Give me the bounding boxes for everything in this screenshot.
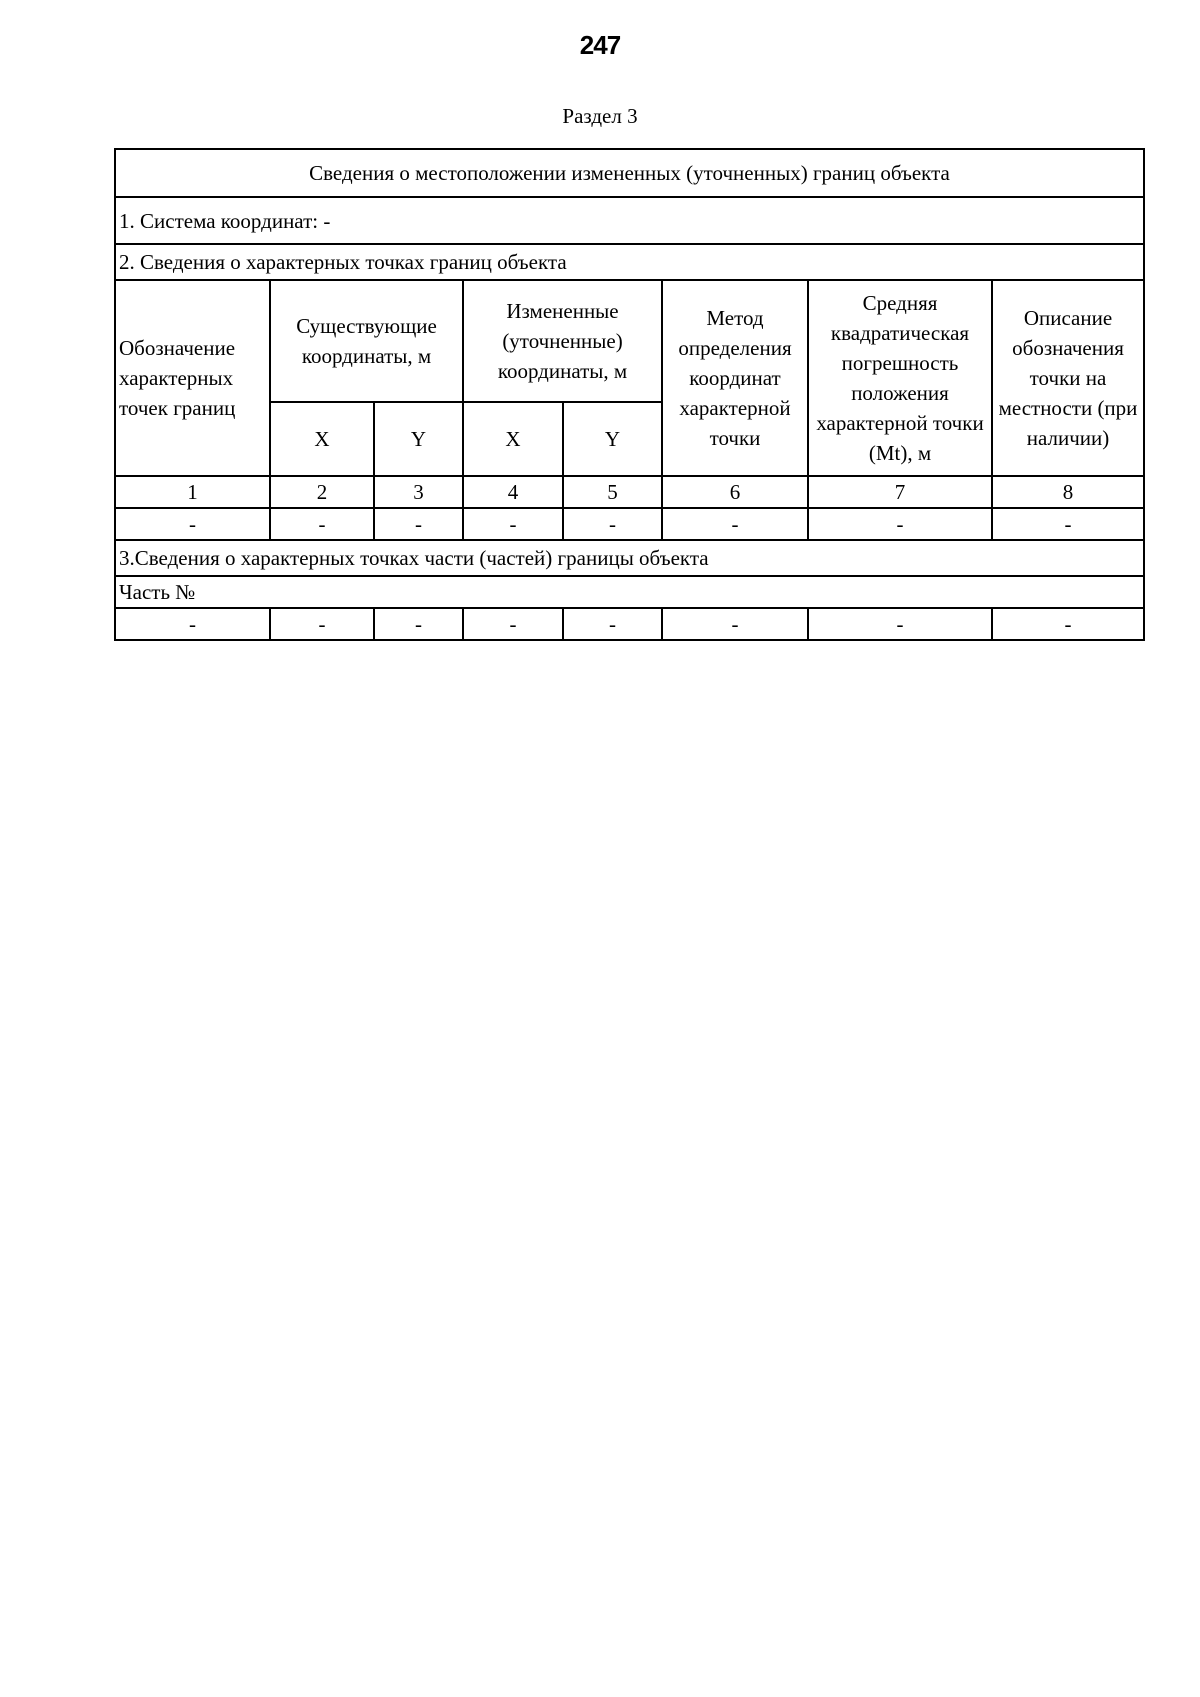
section-label: Раздел 3 [562,104,638,128]
header-existing-x: X [270,402,374,476]
header-mean-error: Средняя квадратическая погрешность положения характерной точки (Mt), м [808,280,992,476]
table-cell: - [808,508,992,540]
table-title: Сведения о местоположении измененных (уточненных) границ объекта [115,149,1144,197]
points-data-row [115,508,1144,540]
table-cell: - [662,508,808,540]
table-cell: - [115,608,270,640]
header-existing-coords: Существующие координаты, м [270,280,463,402]
coordinate-system-row: 1. Система координат: - [115,197,1144,244]
points-heading-row: 2. Сведения о характерных точках границ объекта [115,244,1144,280]
table-cell: - [374,508,463,540]
table-cell: - [992,508,1144,540]
table-cell: - [463,508,563,540]
table-cell: - [463,608,563,640]
column-number: 1 [115,476,270,508]
table-cell: - [115,508,270,540]
column-number: 7 [808,476,992,508]
column-number: 2 [270,476,374,508]
table-cell: - [374,608,463,640]
column-number: 6 [662,476,808,508]
table-cell: - [808,608,992,640]
parts-data-row [115,608,1144,640]
part-number-row: Часть № [115,576,1144,608]
header-point-designation: Обозначение характерных точек границ [115,280,270,476]
table-cell: - [563,608,662,640]
header-existing-y: Y [374,402,463,476]
header-method: Метод определения координат характерной точки [662,280,808,476]
column-number: 3 [374,476,463,508]
table-cell: - [662,608,808,640]
table-cell: - [563,508,662,540]
table-cell: - [992,608,1144,640]
boundary-points-table [114,148,1145,641]
header-changed-y: Y [563,402,662,476]
column-numbers-row [115,476,1144,508]
column-number: 5 [563,476,662,508]
table-cell: - [270,508,374,540]
column-number: 8 [992,476,1144,508]
column-number: 4 [463,476,563,508]
table-cell: - [270,608,374,640]
page-number: 247 [579,30,621,60]
header-description: Описание обозначения точки на местности (при наличии) [992,280,1144,476]
parts-heading-row: 3.Сведения о характерных точках части (частей) границы объекта [115,540,1144,576]
header-changed-coords: Измененные (уточненные) координаты, м [463,280,662,402]
header-changed-x: X [463,402,563,476]
